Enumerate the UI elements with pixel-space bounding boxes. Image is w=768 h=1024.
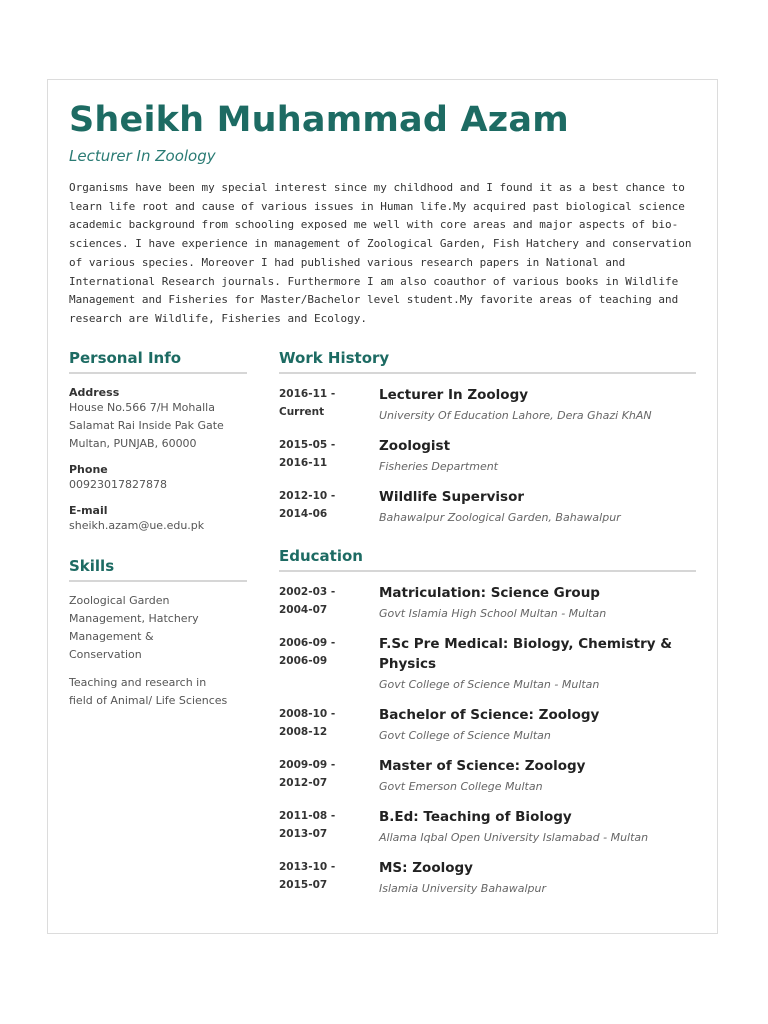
entry-organization: Govt College of Science Multan - Multan: [379, 678, 600, 691]
entry-organization: Bahawalpur Zoological Garden, Bahawalpur: [379, 511, 621, 524]
entry-title: Bachelor of Science: Zoology: [379, 707, 600, 723]
skill-line: field of Animal/ Life Sciences: [69, 694, 228, 707]
entry-dates: [279, 705, 379, 745]
end-date: 2013-07: [279, 828, 328, 840]
resume-page: [47, 79, 718, 934]
start-date: 2009-09 -: [279, 759, 336, 771]
phone-value: 00923017827878: [69, 478, 167, 491]
entry-organization: Fisheries Department: [379, 460, 498, 473]
entry-dates: [279, 385, 379, 425]
entry-dates: [279, 583, 379, 623]
entry-title: Matriculation: Science Group: [379, 585, 600, 601]
end-date: 2008-12: [279, 726, 328, 738]
entry-dates: [279, 756, 379, 796]
entry-body: [379, 385, 696, 425]
work-history-heading: Work History: [279, 349, 696, 374]
skill-item: [69, 592, 247, 664]
entry-body: [379, 705, 696, 745]
work-history-entry: [279, 436, 696, 476]
end-date: Current: [279, 406, 325, 418]
start-date: 2015-05 -: [279, 439, 336, 451]
candidate-title: Lecturer In Zoology: [69, 147, 216, 165]
email-label: E-mail: [69, 504, 108, 517]
entry-body: [379, 858, 696, 898]
entry-dates: [279, 487, 379, 527]
start-date: 2006-09 -: [279, 637, 336, 649]
start-date: 2013-10 -: [279, 861, 336, 873]
entry-title: Zoologist: [379, 438, 451, 454]
skill-line: Management &: [69, 630, 154, 643]
address-line: Multan, PUNJAB, 60000: [69, 437, 197, 450]
work-history-entry: [279, 385, 696, 425]
address-line: House No.566 7/H Mohalla: [69, 401, 215, 414]
education-entry: [279, 807, 696, 847]
entry-body: [379, 487, 696, 527]
start-date: 2011-08 -: [279, 810, 336, 822]
entry-organization: University Of Education Lahore, Dera Ghazi KhAN: [379, 409, 652, 422]
entry-organization: Govt Emerson College Multan: [379, 780, 543, 793]
entry-dates: [279, 634, 379, 694]
entry-body: [379, 756, 696, 796]
education-entry: [279, 858, 696, 898]
end-date: 2006-09: [279, 655, 328, 667]
email-value: sheikh.azam@ue.edu.pk: [69, 519, 205, 532]
education-list: [279, 583, 696, 898]
education-entry: [279, 756, 696, 796]
left-column: [69, 349, 247, 710]
entry-title: Master of Science: Zoology: [379, 758, 586, 774]
end-date: 2004-07: [279, 604, 328, 616]
start-date: 2016-11 -: [279, 388, 336, 400]
phone-label: Phone: [69, 463, 108, 476]
entry-organization: Govt College of Science Multan: [379, 729, 551, 742]
right-column: [279, 349, 696, 898]
entry-organization: Allama Iqbal Open University Islamabad - Multan: [379, 831, 649, 844]
candidate-name: Sheikh Muhammad Azam: [69, 100, 569, 140]
end-date: 2012-07: [279, 777, 328, 789]
address-label: Address: [69, 386, 120, 399]
work-history-entry: [279, 487, 696, 527]
start-date: 2012-10 -: [279, 490, 336, 502]
end-date: 2016-11: [279, 457, 328, 469]
work-history-list: [279, 385, 696, 527]
address-line: Salamat Rai Inside Pak Gate: [69, 419, 224, 432]
start-date: 2008-10 -: [279, 708, 336, 720]
skill-line: Management, Hatchery: [69, 612, 199, 625]
start-date: 2002-03 -: [279, 586, 336, 598]
personal-info-heading: Personal Info: [69, 349, 247, 374]
education-entry: [279, 634, 696, 694]
entry-title: F.Sc Pre Medical: Biology, Chemistry & Physics: [379, 636, 673, 672]
skill-line: Zoological Garden: [69, 594, 170, 607]
end-date: 2015-07: [279, 879, 328, 891]
entry-organization: Islamia University Bahawalpur: [379, 882, 547, 895]
entry-body: [379, 583, 696, 623]
entry-title: B.Ed: Teaching of Biology: [379, 809, 572, 825]
skill-line: Conservation: [69, 648, 142, 661]
skill-item: [69, 674, 247, 710]
entry-title: Wildlife Supervisor: [379, 489, 524, 505]
entry-dates: [279, 858, 379, 898]
entry-body: [379, 807, 696, 847]
entry-body: [379, 436, 696, 476]
end-date: 2014-06: [279, 508, 328, 520]
entry-title: Lecturer In Zoology: [379, 387, 529, 403]
entry-dates: [279, 807, 379, 847]
entry-organization: Govt Islamia High School Multan - Multan: [379, 607, 607, 620]
skills-heading: Skills: [69, 557, 247, 582]
education-entry: [279, 705, 696, 745]
skill-line: Teaching and research in: [69, 676, 207, 689]
entry-title: MS: Zoology: [379, 860, 473, 876]
education-entry: [279, 583, 696, 623]
entry-body: [379, 634, 696, 694]
education-heading: Education: [279, 547, 696, 572]
entry-dates: [279, 436, 379, 476]
profile-summary: Organisms have been my special interest since my childhood and I found it as a best chance to learn life root and cause of various issues in Human life.My acquired past biological science academic background from schooling exposed me well with core areas and major aspects of bio-sciences. I have experience in management of Zoological Garden, Fish Hatchery and conservation of various species. Moreover I had published various research papers in National and International Research journals. Furthermore I am also coauthor of various books in Wildlife Management and Fisheries for Master/Bachelor level student.My favorite areas of teaching and research are Wildlife, Fisheries and Ecology.: [69, 181, 692, 325]
